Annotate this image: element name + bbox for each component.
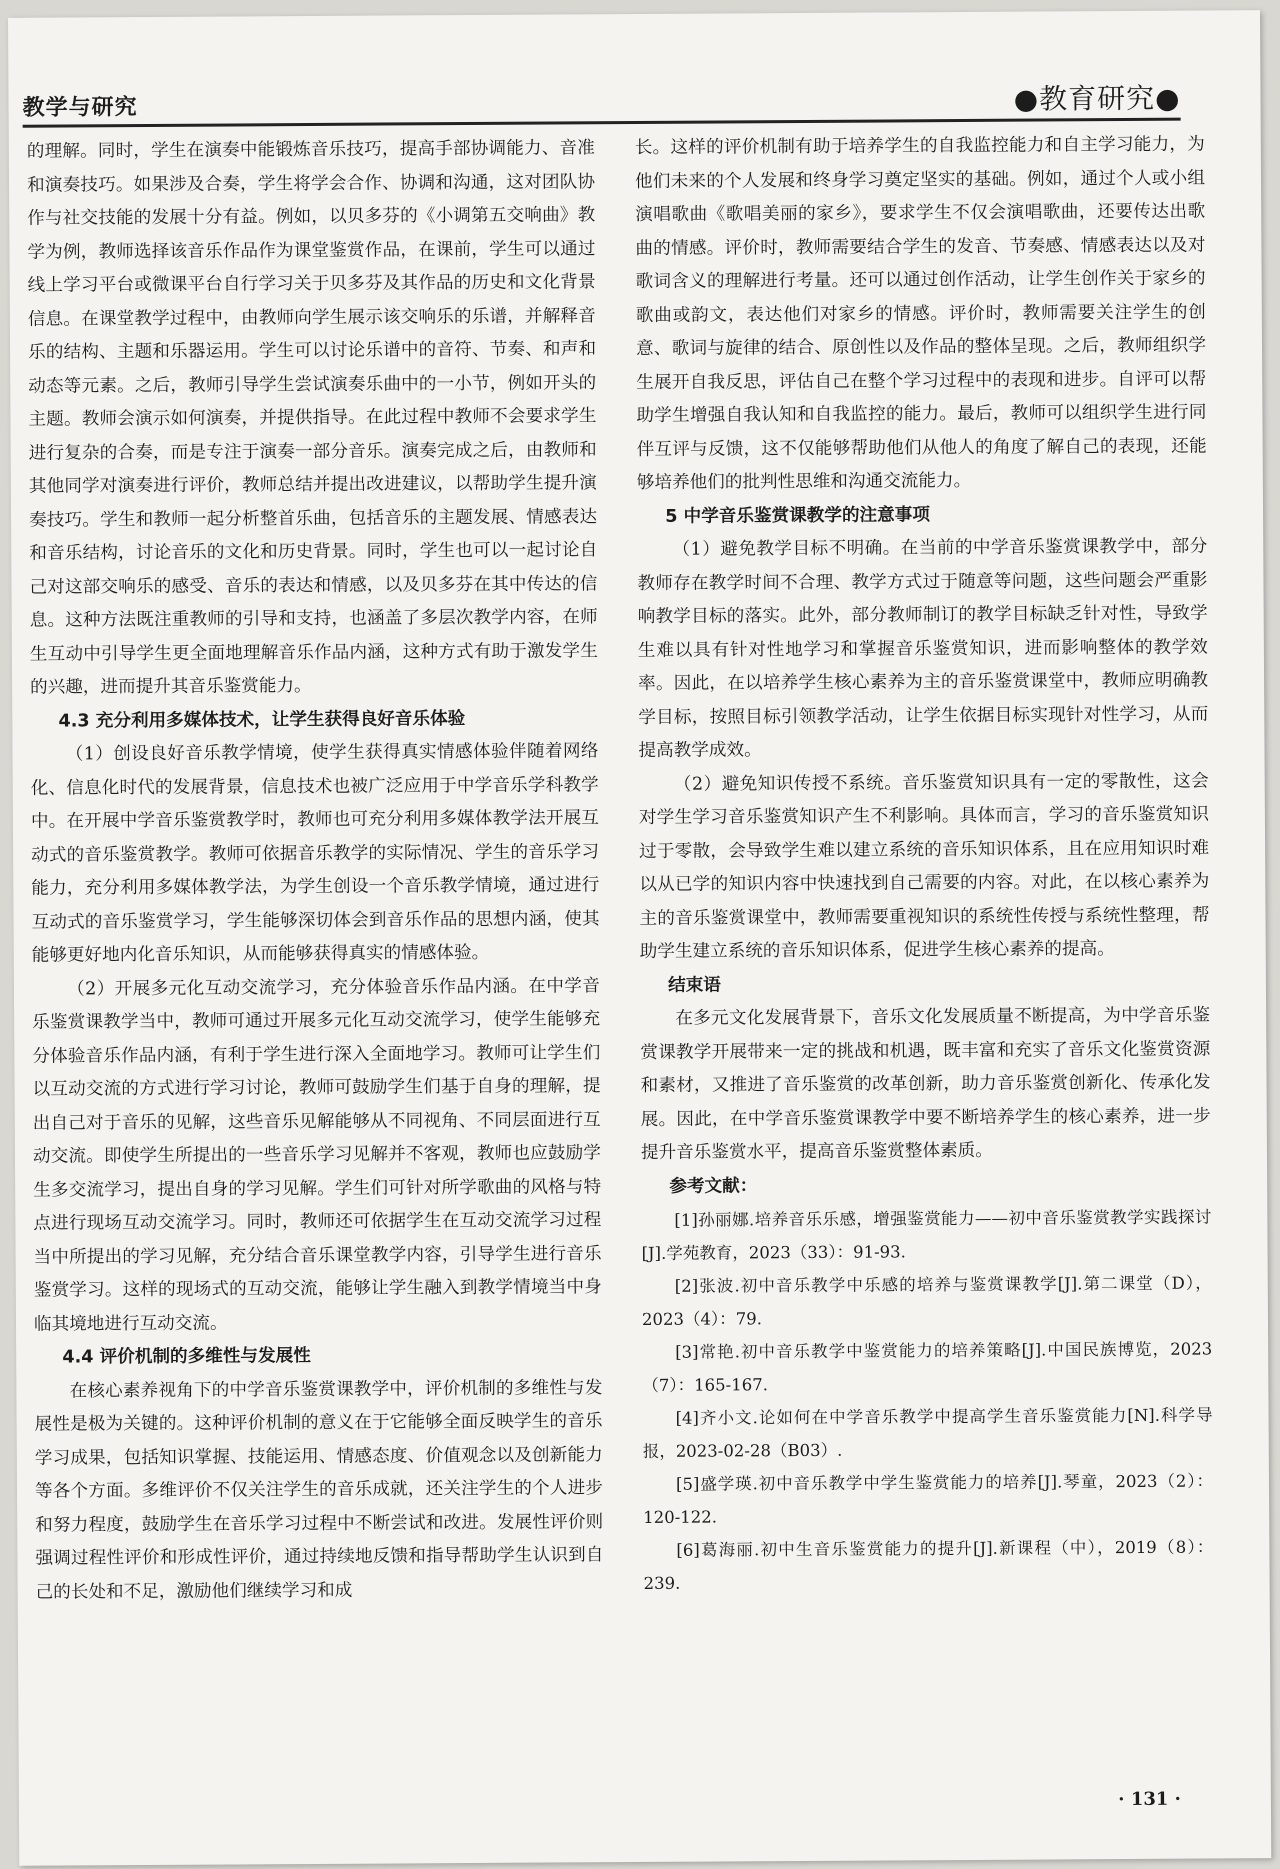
reference-entry: [5]盛学瑛.初中音乐教学中学生鉴赏能力的培养[J].琴童，2023（2）：120-122.	[643, 1471, 1214, 1527]
column-name: 教学与研究	[22, 95, 138, 121]
body-paragraph: （1）避免教学目标不明确。在当前的中学音乐鉴赏课教学中，部分教师存在教学时间不合理、教学方式过于随意等问题，这些问题会严重影响教学目标的落实。此外，部分教师制订的教学目标缺乏针对性，导致学生难以具有针对性地学习和掌握音乐鉴赏知识，进而影响整体的教学效率。因此，在以培养学生核心素养为主的音乐鉴赏课堂中，教师应明确教学目标，按照目标引领教学活动，让学生依据目标实现针对性学习，从而提高教学成效。	[637, 536, 1209, 761]
section-name: ●教育研究●	[1013, 81, 1181, 116]
left-column	[27, 132, 604, 1609]
reference-entry: [2]张波.初中音乐教学中乐感的培养与鉴赏课教学[J].第二课堂（D），2023（4）：79.	[641, 1273, 1212, 1329]
body-paragraph: 的理解。同时，学生在演奏中能锻炼音乐技巧，提高手部协调能力、音准和演奏技巧。如果涉及合奏，学生将学会合作、协调和沟通，这对团队协作与社交技能的发展十分有益。例如，以贝多芬的《小调第五交响曲》教学为例，教师选择该音乐作品作为课堂鉴赏作品，在课前，学生可以通过线上学习平台或微课平台自行学习关于贝多芬及其作品的历史和文化背景信息。在课堂教学过程中，由教师向学生展示该交响乐的乐谱，并解释音乐的结构、主题和乐器运用。学生可以讨论乐谱中的音符、节奏、和声和动态等元素。之后，教师引导学生尝试演奏乐曲中的一小节，例如开头的主题。教师会演示如何演奏，并提供指导。在此过程中教师不会要求学生进行复杂的合奏，而是专注于演奏一部分音乐。演奏完成之后，由教师和其他同学对演奏进行评价，教师总结并提出改进建议，以帮助学生提升演奏技巧。学生和教师一起分析整首乐曲，包括音乐的主题发展、情感表达和音乐结构，讨论音乐的文化和历史背景。同时，学生也可以一起讨论自己对这部交响乐的感受、音乐的表达和情感，以及贝多芬在其中传达的信息。这种方法既注重教师的引导和支持，也涵盖了多层次教学内容，在师生互动中引导学生更全面地理解音乐作品内涵，这种方式有助于激发学生的兴趣，进而提升其音乐鉴赏能力。	[26, 138, 598, 698]
reference-entry: [1]孙丽娜.培养音乐乐感，增强鉴赏能力——初中音乐鉴赏教学实践探讨[J].学苑教育，2023（33）：91-93.	[641, 1207, 1212, 1263]
journal-page	[8, 10, 1271, 1866]
body-paragraph: 在核心素养视角下的中学音乐鉴赏课教学中，评价机制的多维性与发展性是极为关键的。这种评价机制的意义在于它能够全面反映学生的音乐学习成果，包括知识掌握、技能运用、情感态度、价值观念以及创新能力等各个方面。多维评价不仅关注学生的音乐成就，还关注学生的个人进步和努力程度，鼓励学生在音乐学习过程中不断尝试和改进。发展性评价则强调过程性评价和形成性评价，通过持续地反馈和指导帮助学生认识到自己的长处和不足，激励他们继续学习和成	[34, 1377, 604, 1603]
section-heading: 参考文献：	[669, 1175, 758, 1197]
body-paragraph: 在多元文化发展背景下，音乐文化发展质量不断提高，为中学音乐鉴赏课教学开展带来一定的挑战和机遇，既丰富和充实了音乐文化鉴赏资源和素材，又推进了音乐鉴赏的改革创新，助力音乐鉴赏创新化、传承化发展。因此，在中学音乐鉴赏课教学中要不断培养学生的核心素养，进一步提升音乐鉴赏水平，提高音乐鉴赏整体素质。	[640, 1005, 1211, 1163]
body-paragraph: 长。这样的评价机制有助于培养学生的自我监控能力和自主学习能力，为他们未来的个人发展和终身学习奠定坚实的基础。例如，通过个人或小组演唱歌曲《歌唱美丽的家乡》，要求学生不仅会演唱歌曲，还要传达出歌曲的情感。评价时，教师需要结合学生的发音、节奏感、情感表达以及对歌词含义的理解进行考量。还可以通过创作活动，让学生创作关于家乡的歌曲或韵文，表达他们对家乡的情感。评价时，教师需要关注学生的创意、歌词与旋律的结合、原创性以及作品的整体呈现。之后，教师组织学生展开自我反思，评估自己在整个学习过程中的表现和进步。自评可以帮助学生增强自我认知和自我监控的能力。最后，教师可以组织学生进行同伴互评与反馈，这不仅能够帮助他们从他人的角度了解自己的表现，还能够培养他们的批判性思维和沟通交流能力。	[634, 134, 1207, 493]
body-paragraph: （1）创设良好音乐教学情境，使学生获得真实情感体验伴随着网络化、信息化时代的发展背景，信息技术也被广泛应用于中学音乐学科教学中。在开展中学音乐鉴赏教学时，教师也可充分利用多媒体教学法开展互动式的音乐鉴赏教学。教师可依据音乐教学的实际情况、学生的音乐学习能力，充分利用多媒体教学法，为学生创设一个音乐教学情境，通过进行互动式的音乐鉴赏学习，学生能够深切体会到音乐作品的思想内涵，使其能够更好地内化音乐知识，从而能够获得真实的情感体验。	[30, 741, 600, 966]
running-header	[22, 73, 1180, 128]
header-rule	[23, 118, 1181, 128]
section-heading: 5 中学音乐鉴赏课教学的注意事项	[665, 504, 930, 527]
section-heading: 4.4 评价机制的多维性与发展性	[62, 1345, 311, 1368]
section-heading: 结束语	[668, 974, 721, 996]
reference-entry: [6]葛海丽.初中生音乐鉴赏能力的提升[J].新课程（中），2019（8）：239.	[643, 1537, 1214, 1593]
reference-entry: [3]常艳.初中音乐教学中鉴赏能力的培养策略[J].中国民族博览，2023（7）：165-167.	[642, 1339, 1213, 1395]
page-number: · 131 ·	[1118, 1788, 1181, 1811]
right-column	[635, 129, 1214, 1600]
body-paragraph: （2）避免知识传授不系统。音乐鉴赏知识具有一定的零散性，这会对学生学习音乐鉴赏知识产生不利影响。具体而言，学习的音乐鉴赏知识过于零散，会导致学生难以建立系统的音乐知识体系，且在应用知识时难以从已学的知识内容中快速找到自己需要的内容。对此，在以核心素养为主的音乐鉴赏课堂中，教师需要重视知识的系统性传授与系统性整理，帮助学生建立系统的音乐知识体系，促进学生核心素养的提高。	[638, 771, 1210, 962]
reference-entry: [4]齐小文.论如何在中学音乐教学中提高学生音乐鉴赏能力[N].科学导报，2023-02-28（B03）.	[642, 1405, 1213, 1461]
section-heading: 4.3 充分利用多媒体技术，让学生获得良好音乐体验	[58, 708, 466, 732]
body-paragraph: （2）开展多元化互动交流学习，充分体验音乐作品内涵。在中学音乐鉴赏课教学当中，教师可通过开展多元化互动交流学习，使学生能够充分体验音乐作品内涵，有利于学生进行深入全面地学习。教师可让学生们以互动交流的方式进行学习讨论，教师可鼓励学生们基于自身的理解，提出自己对于音乐的见解，这些音乐见解能够从不同视角、不同层面进行互动交流。即使学生所提出的一些音乐学习见解并不客观，教师也应鼓励学生多交流学习，提出自身的学习见解。学生们可针对所学歌曲的风格与特点进行现场互动交流学习。同时，教师还可依据学生在互动交流学习过程当中所提出的学习见解，充分结合音乐课堂教学内容，引导学生进行音乐鉴赏学习。这样的现场式的互动交流，能够让学生融入到教学情境当中身临其境地进行互动交流。	[32, 975, 602, 1335]
